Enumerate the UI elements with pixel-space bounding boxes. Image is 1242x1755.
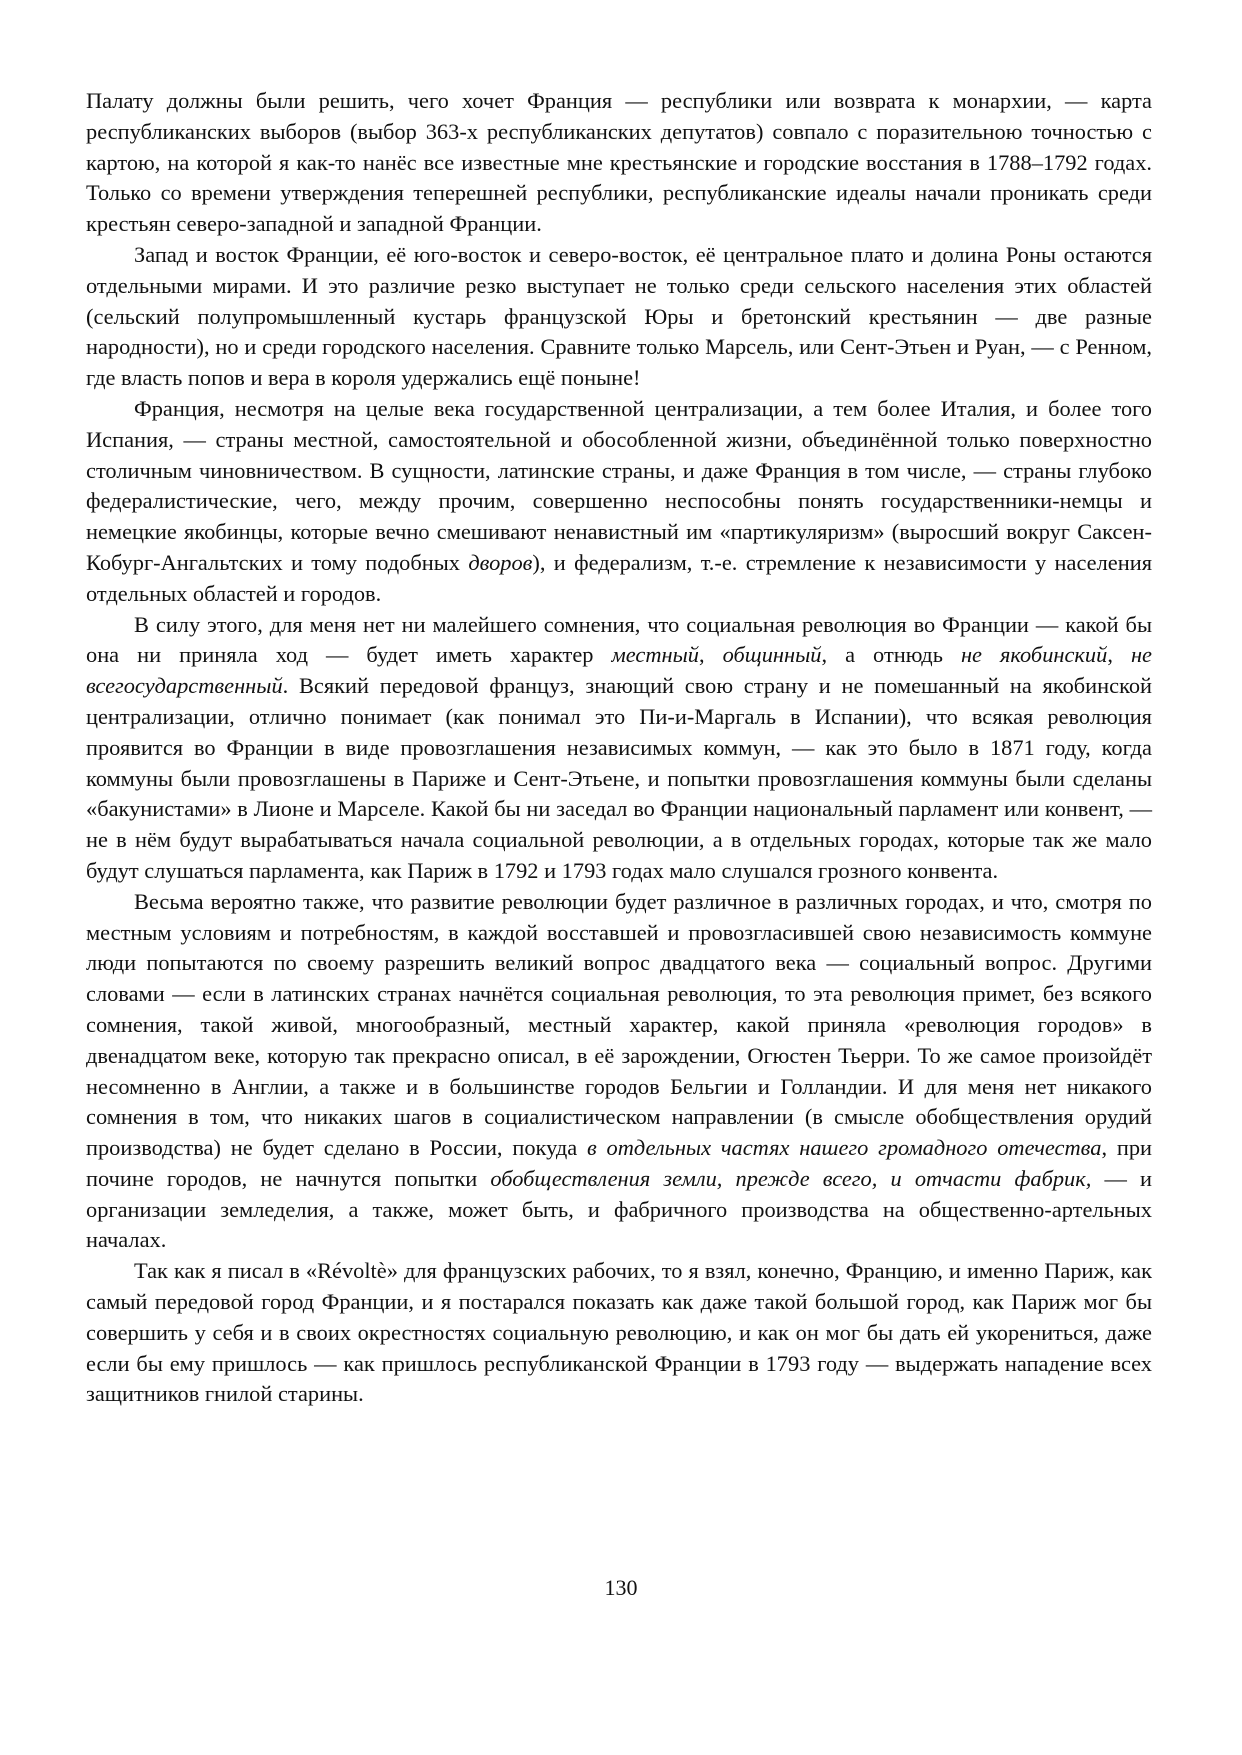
paragraph-4-text: В силу этого, для меня нет ни малейшего сомнения, что социальная революция во Франции — какой бы она ни приняла ход — будет иметь характер: [86, 611, 1152, 668]
paragraph-2-text: Запад и восток Франции, её юго-восток и северо-восток, её центральное плато и долина Роны остаются отдельными мирами. И это различие резко выступает не только среди сельского населения этих областей (сельский полупромышленный кустарь французской Юры и бретонский крестьянин — две разные народности), но и среди городского населения. Сравните только Марсель, или Сент-Этьен и Руан, — с Ренном, где власть попов и вера в короля удержались ещё поныне!: [86, 241, 1152, 391]
paragraph-4: [86, 610, 1152, 887]
paragraph-5: [86, 887, 1152, 1257]
paragraph-4-comma-2: ,: [1107, 642, 1131, 668]
paragraph-5-italic-otechestva: в отдельных частях нашего громадного отечества: [587, 1135, 1102, 1161]
paragraph-4-italic-mestny: местный: [611, 642, 699, 668]
paragraph-4-comma: ,: [699, 642, 723, 668]
paragraph-6-text: Так как я писал в «Révoltè» для французских рабочих, то я взял, конечно, Францию, и именно Париж, как самый передовой город Франции, и я постарался показать как даже такой большой город, как Париж мог бы совершить у себя и в своих окрестностях социальную революцию, и как он мог бы дать ей укорениться, даже если бы ему пришлось — как пришлось республиканской Франции в 1793 году — выдержать нападение всех защитников гнилой старины.: [86, 1258, 1152, 1407]
paragraph-2: [86, 240, 1152, 394]
paragraph-3-text-end: ), и федерализм, т.-е. стремление к независимости у населения отдельных областей и городов.: [86, 549, 1152, 606]
paragraph-5-italic-obobshchestvleniya: обобществления земли, прежде всего, и отчасти фабрик,: [490, 1165, 1092, 1191]
page-body: [86, 86, 1152, 1410]
paragraph-4-italic-obshchinny: общинный: [722, 642, 822, 668]
paragraph-4-text-end: . Всякий передовой француз, знающий свою страну и не помешанный на якобинской централизации, отлично понимает (как понимал это Пи-и-Маргаль в Испании), что всякая революция проявится во Франции в виде провозглашения независимых коммун, — как это было в 1871 году, когда коммуны были провозглашены в Париже и Сент-Этьене, и попытки провозглашения коммуны были сделаны «бакунистами» в Лионе и Марселе. Какой бы ни заседал во Франции национальный парламент или конвент, — не в нём будут вырабатываться начала социальной революции, а в отдельных городах, которые так же мало будут слушаться парламента, как Париж в 1792 и 1793 годах мало слушался грозного конвента.: [86, 673, 1152, 883]
paragraph-4-italic-ne-yakobinsky: не якобинский: [960, 642, 1108, 668]
paragraph-3-text: Франция, несмотря на целые века государственной централизации, а тем более Италия, и более того Испания, — страны местной, самостоятельной и обособленной жизни, объединённой только поверхностно столичным чиновничеством. В сущности, латинские страны, и даже Франция в том числе, — страны глубоко федералистические, чего, между прочим, совершенно неспособны понять государственники-немцы и немецкие якобинцы, которые вечно смешивают ненавистный им «партикуляризм» (выросший вокруг Саксен-Кобург-Ангальтских и тому подобных: [86, 395, 1152, 575]
paragraph-3-italic-dvorov: дворов: [468, 549, 533, 575]
paragraph-6: [86, 1256, 1152, 1410]
paragraph-5-text-mid: , при почине городов, не начнутся попытки: [86, 1135, 1152, 1191]
paragraph-1-text: Палату должны были решить, чего хочет Франция — республики или возврата к монархии, — карта республиканских выборов (выбор 363-х республиканских депутатов) совпало с поразительною точностью с картою, на которой я как-то нанёс все известные мне крестьянские и городские восстания в 1788–1792 годах. Только со времени утверждения теперешней республики, республиканские идеалы начали проникать среди крестьян северо-западной и западной Франции.: [86, 88, 1152, 237]
page-number: 130: [604, 1575, 638, 1600]
paragraph-4-text-otnyud: , а отнюдь: [821, 642, 961, 668]
paragraph-3: [86, 394, 1152, 610]
paragraph-5-text: Весьма вероятно также, что развитие революции будет различное в различных городах, и что, смотря по местным условиям и потребностям, в каждой восставшей и провозгласившей свою независимость коммуне люди попытаются по своему разрешить великий вопрос двадцатого века — социальный вопрос. Другими словами — если в латинских странах начнётся социальная революция, то эта революция примет, без всякого сомнения, такой живой, многообразный, местный характер, какой приняла «революция городов» в двенадцатом веке, которую так прекрасно описал, в её зарождении, Огюстен Тьерри. То же самое произойдёт несомненно в Англии, а также и в большинстве городов Бельгии и Голландии. И для меня нет никакого сомнения в том, что никаких шагов в социалистическом направлении (в смысле обобществления орудий производства) не будет сделано в России, покуда: [86, 888, 1152, 1161]
paragraph-1: [86, 86, 1152, 240]
paragraph-4-italic-ne-vsegosudarstvenny: не всегосударственный: [86, 642, 1152, 699]
paragraph-5-text-end: — и организации земледелия, а также, может быть, и фабричного производства на общественно-артельных началах.: [86, 1165, 1152, 1253]
